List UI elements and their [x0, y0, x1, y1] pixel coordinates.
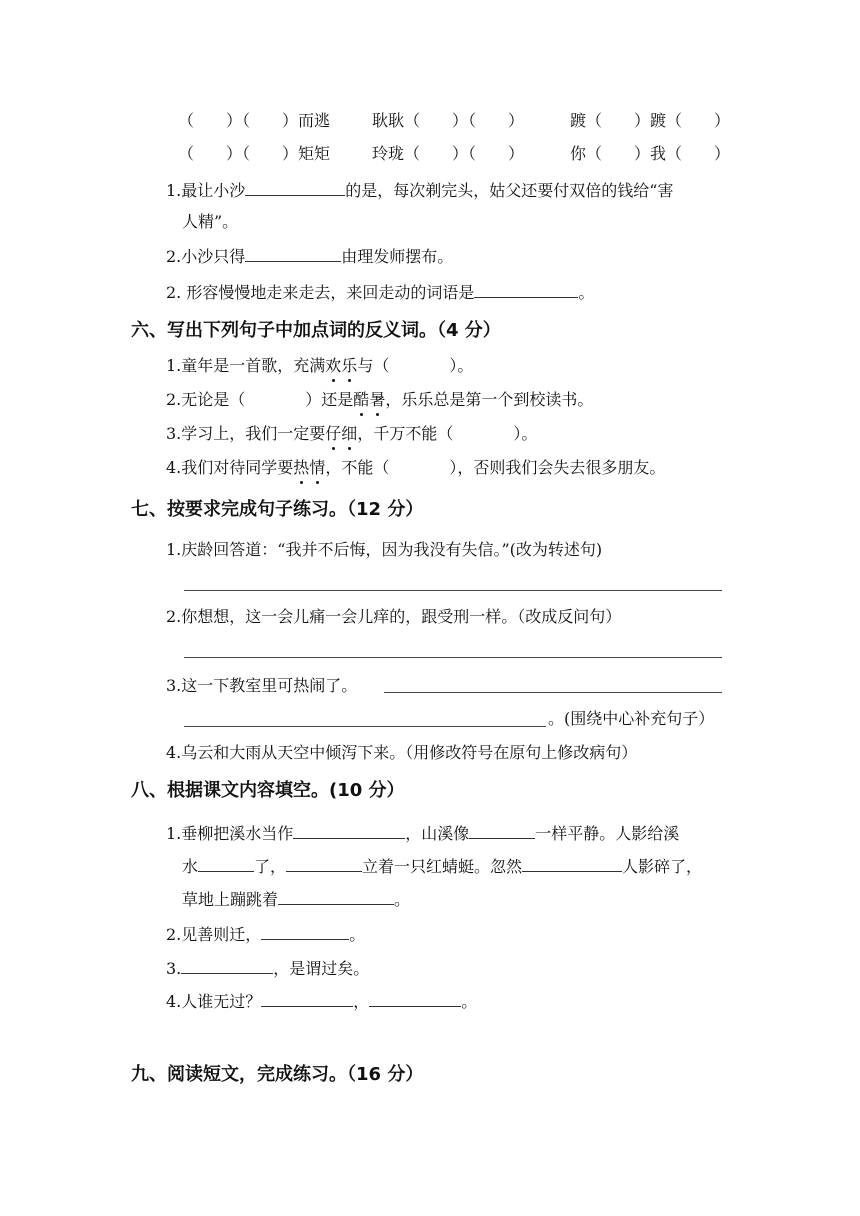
question-line: 人精”。 — [182, 212, 239, 231]
question-line: 2. 形容慢慢地走来走去，来回走动的词语是 。 — [166, 283, 595, 302]
question-line: 2.小沙只得 由理发师摆布。 — [166, 247, 454, 266]
dotted-char: 情 — [309, 458, 326, 477]
question-line: 1.最让小沙 的是，每次剃完头，姑父还要付双倍的钱给“害 — [166, 181, 674, 200]
dotted-char: 热 — [293, 458, 310, 477]
question-line: 草地上蹦跳着 。 — [182, 890, 411, 909]
section-title: 六、写出下列句子中加点词的反义词。（4 分） — [131, 320, 501, 341]
dotted-char: 欢 — [325, 356, 342, 375]
question-note: 。(围绕中心补充句子） — [548, 709, 715, 728]
question-line: 3.学习上，我们一定要仔细，千万不能（ ）。 — [166, 424, 538, 443]
idiom-cell: 玲珑（ ）（ ） — [372, 144, 525, 163]
section-title: 七、按要求完成句子练习。（12 分） — [131, 499, 424, 520]
answer-line[interactable] — [184, 590, 722, 591]
question-line: 4.我们对待同学要热情，不能（ ），否则我们会失去很多朋友。 — [166, 458, 666, 477]
answer-blank[interactable] — [198, 856, 254, 872]
dotted-char: 细 — [341, 424, 358, 443]
answer-line[interactable] — [184, 657, 722, 658]
question-line: 3.这一下教室里可热闹了。 — [166, 676, 358, 695]
question-line: 2.见善则迁， 。 — [166, 925, 366, 944]
answer-blank[interactable] — [245, 180, 345, 196]
idiom-cell: 耿耿（ ）（ ） — [372, 111, 525, 130]
question-line: 4.人谁无过？ ， 。 — [166, 992, 478, 1011]
answer-blank[interactable] — [474, 282, 578, 298]
answer-blank[interactable] — [261, 924, 349, 940]
question-line: 2.无论是（ ）还是酷暑，乐乐总是第一个到校读书。 — [166, 390, 594, 409]
answer-blank[interactable] — [261, 991, 353, 1007]
dotted-char: 暑 — [369, 390, 386, 409]
answer-line[interactable] — [384, 692, 722, 693]
idiom-cell: 踱（ ）踱（ ） — [570, 111, 731, 130]
question-line: 水 了， 立着一只红蜻蜓。忽然 人影碎了， — [182, 857, 703, 876]
answer-blank[interactable] — [469, 823, 535, 839]
section-title: 八、根据课文内容填空。(10 分） — [131, 780, 405, 801]
dotted-char: 酷 — [353, 390, 370, 409]
answer-blank[interactable] — [245, 246, 341, 262]
question-line: 3. ，是谓过矣。 — [166, 959, 370, 978]
answer-blank[interactable] — [181, 958, 273, 974]
question-line: 1.童年是一首歌，充满欢乐与（ ）。 — [166, 356, 474, 375]
dotted-char: 仔 — [325, 424, 342, 443]
answer-blank[interactable] — [293, 823, 405, 839]
question-line: 4.乌云和大雨从天空中倾泻下来。（用修改符号在原句上修改病句） — [166, 743, 638, 762]
dotted-char: 乐 — [341, 356, 358, 375]
answer-blank[interactable] — [278, 889, 394, 905]
answer-blank[interactable] — [286, 856, 362, 872]
section-title: 九、阅读短文，完成练习。（16 分） — [131, 1064, 424, 1085]
answer-blank[interactable] — [522, 856, 622, 872]
idiom-cell: 你（ ）我（ ） — [570, 144, 731, 163]
question-line: 2.你想想，这一会儿痛一会儿痒的，跟受刑一样。（改成反问句） — [166, 607, 622, 626]
question-line: 1.庆龄回答道：“我并不后悔，因为我没有失信。”(改为转述句) — [166, 540, 603, 559]
answer-blank[interactable] — [369, 991, 461, 1007]
question-line: 1.垂柳把溪水当作 ，山溪像 一样平静。人影给溪 — [166, 824, 680, 843]
idiom-cell: （ ）（ ）而逃 — [178, 111, 331, 130]
answer-line[interactable] — [184, 726, 546, 727]
idiom-cell: （ ）（ ）矩矩 — [178, 144, 331, 163]
